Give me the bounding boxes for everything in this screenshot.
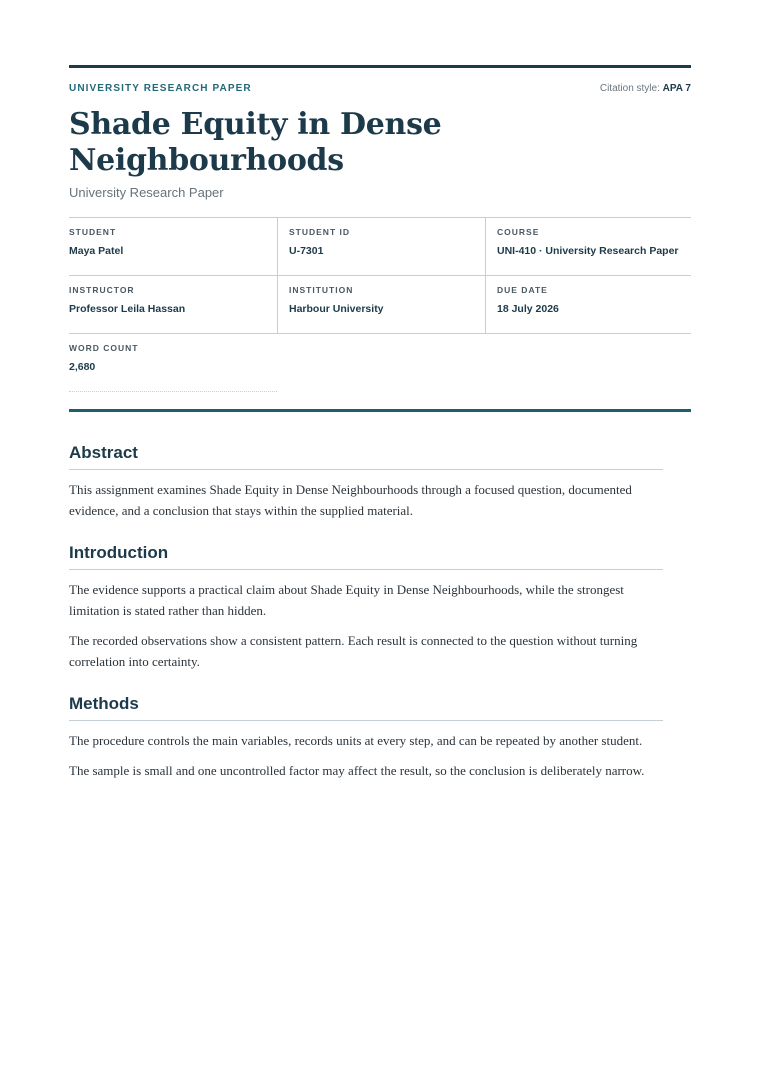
citation-style — [600, 83, 691, 94]
instructor-label: INSTRUCTOR — [69, 285, 135, 295]
student-label: STUDENT — [69, 227, 117, 237]
student-cell — [69, 218, 277, 276]
citation-value: APA 7 — [662, 83, 691, 94]
institution-label: INSTITUTION — [289, 285, 354, 295]
citation-label: Citation style: — [599, 83, 660, 94]
metadata-table — [69, 217, 691, 392]
student-value: Maya Patel — [69, 245, 124, 257]
due-date-label: DUE DATE — [497, 285, 548, 295]
course-value: UNI-410 · University Research Paper — [497, 245, 679, 257]
section-abstract — [69, 443, 663, 521]
header-bar — [69, 83, 691, 94]
student-id-value: U-7301 — [289, 245, 324, 257]
paper-body — [69, 443, 663, 781]
paper-page — [69, 65, 691, 803]
paragraph: The recorded observations show a consistent pattern. Each result is connected to the question without turning correlation into certainty. — [69, 633, 638, 669]
section-heading: Methods — [69, 694, 663, 721]
section-introduction — [69, 543, 663, 672]
instructor-cell — [69, 276, 277, 334]
due-date-value: 18 July 2026 — [497, 303, 559, 315]
page-subtitle: University Research Paper — [69, 185, 224, 200]
due-date-cell — [485, 276, 691, 334]
course-label: COURSE — [497, 227, 540, 237]
word-count-cell — [69, 334, 277, 392]
paragraph: The evidence supports a practical claim about Shade Equity in Dense Neighbourhoods, while the strongest limitation is stated rather than hidden. — [69, 582, 624, 618]
paper-kicker: UNIVERSITY RESEARCH PAPER — [69, 83, 252, 94]
word-count-value: 2,680 — [69, 361, 96, 373]
section-methods — [69, 694, 663, 781]
instructor-value: Professor Leila Hassan — [69, 303, 186, 315]
word-count-label: WORD COUNT — [69, 343, 139, 353]
student-id-cell — [277, 218, 485, 276]
top-rule — [69, 65, 691, 68]
course-cell — [485, 218, 691, 276]
paragraph: This assignment examines Shade Equity in Dense Neighbourhoods through a focused question, documented evidence, and a conclusion that stays within the supplied material. — [69, 482, 632, 518]
header-bottom-rule — [69, 409, 691, 412]
institution-cell — [277, 276, 485, 334]
institution-value: Harbour University — [289, 303, 384, 315]
section-heading: Abstract — [69, 443, 663, 470]
page-title: Shade Equity in Dense Neighbourhoods — [69, 107, 442, 178]
student-id-label: STUDENT ID — [289, 227, 350, 237]
paragraph: The procedure controls the main variables, records units at every step, and can be repeated by another student. — [69, 733, 643, 748]
paragraph: The sample is small and one uncontrolled factor may affect the result, so the conclusion is deliberately narrow. — [69, 763, 645, 778]
section-heading: Introduction — [69, 543, 663, 570]
